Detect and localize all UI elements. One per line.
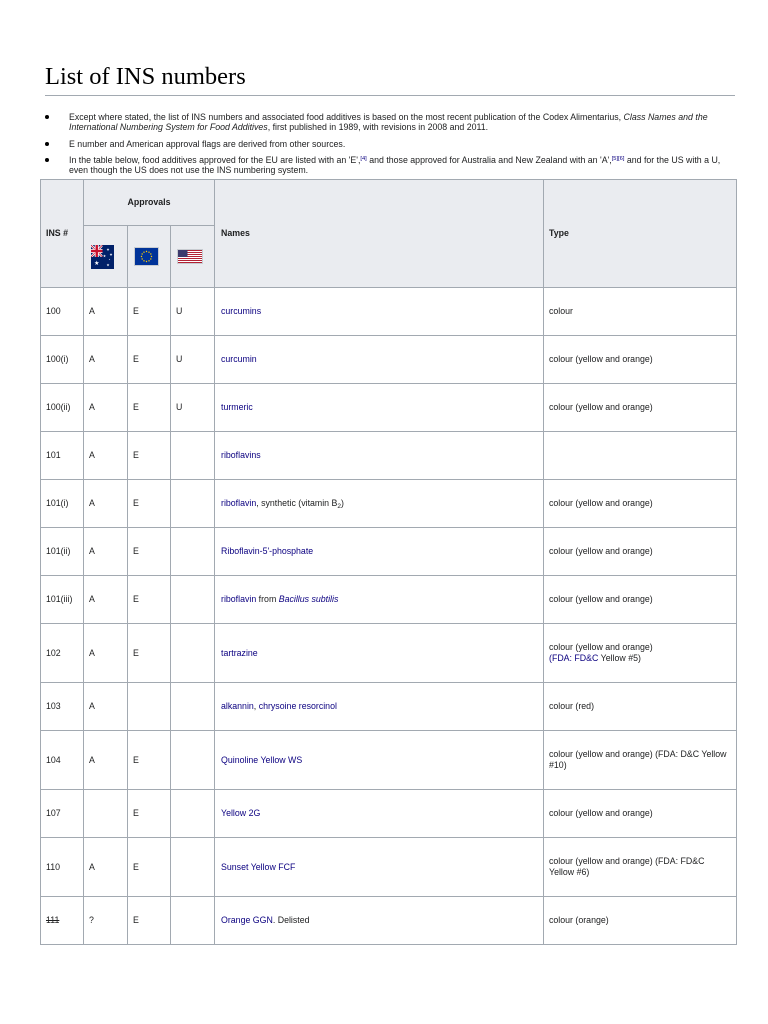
eu-flag-icon [135, 248, 158, 265]
table-row [41, 576, 737, 624]
name-link[interactable]: turmeric [221, 402, 253, 412]
approval-australia-cell: A [84, 838, 128, 897]
table-row [41, 838, 737, 897]
bullet-icon [45, 158, 49, 162]
table-row [41, 624, 737, 683]
note-item [45, 139, 731, 149]
bullet-icon [45, 115, 49, 119]
approval-us-cell [171, 576, 215, 624]
note-text: Class Names and the International Numbering System for Food Additives [69, 112, 708, 132]
name-link[interactable]: curcumins [221, 306, 262, 316]
approval-eu-cell: E [128, 432, 171, 480]
name-link[interactable]: tartrazine [221, 647, 258, 658]
approval-eu-cell: E [128, 528, 171, 576]
type-cell [544, 731, 737, 790]
names-cell [215, 838, 544, 897]
name-link[interactable]: riboflavin [221, 594, 257, 604]
ins-number-cell: 100(i) [41, 336, 84, 384]
names-cell [215, 336, 544, 384]
type-text: colour [549, 306, 573, 316]
name-text: ) [341, 498, 344, 508]
note-text: Except where stated, the list of INS numbers and associated food additives is based on the most recent publication of the Codex Alimentarius, [69, 112, 624, 122]
approval-eu-cell [128, 683, 171, 731]
name-link[interactable]: Sunset Yellow FCF [221, 861, 296, 872]
approval-us-cell [171, 432, 215, 480]
names-cell [215, 731, 544, 790]
table-header [41, 180, 737, 288]
table-row [41, 683, 737, 731]
type-cell [544, 480, 737, 528]
ins-number-cell: 101 [41, 432, 84, 480]
note-text: and for the US with a U, even though the US does not use the INS numbering system. [69, 155, 721, 175]
approval-us-cell: U [171, 384, 215, 432]
australia-flag-icon [91, 245, 114, 269]
approval-us-cell [171, 731, 215, 790]
name-link[interactable]: curcumin [221, 354, 257, 364]
table-row [41, 480, 737, 528]
type-cell [544, 790, 737, 838]
col-header-approvals: Approvals [84, 180, 215, 226]
ins-number-cell: 110 [41, 838, 84, 897]
ins-number-cell: 100(ii) [41, 384, 84, 432]
type-cell [544, 384, 737, 432]
type-text: colour (orange) [549, 915, 609, 925]
ins-number-cell: 107 [41, 790, 84, 838]
approval-us-cell: U [171, 288, 215, 336]
header-row [41, 180, 737, 226]
approval-eu-cell: E [128, 576, 171, 624]
type-cell [544, 288, 737, 336]
names-cell [215, 683, 544, 731]
approval-eu-cell: E [128, 731, 171, 790]
citation-link[interactable]: [4] [360, 155, 367, 162]
names-cell [215, 384, 544, 432]
table-row [41, 897, 737, 945]
approval-australia-cell: A [84, 576, 128, 624]
citation-link[interactable]: [5] [611, 155, 619, 162]
citation-link[interactable]: [6] [618, 155, 625, 162]
type-text: colour (yellow and orange) [549, 594, 653, 604]
note-text: In the table below, food additives approved for the EU are listed with an 'E', [69, 155, 361, 165]
name-link[interactable]: Yellow 2G [221, 808, 261, 818]
approval-australia-cell: A [84, 288, 128, 336]
table-row [41, 528, 737, 576]
approval-australia-cell [84, 790, 128, 838]
names-cell [215, 288, 544, 336]
col-header-names: Names [215, 180, 544, 288]
approval-us-cell [171, 790, 215, 838]
names-cell [215, 480, 544, 528]
approval-us-cell [171, 838, 215, 897]
approval-australia-cell: A [84, 731, 128, 790]
approval-us-cell: U [171, 336, 215, 384]
table-row [41, 384, 737, 432]
approval-eu-cell: E [128, 336, 171, 384]
type-text: colour (yellow and orange) [549, 498, 653, 508]
us-flag-icon [178, 250, 202, 263]
approval-australia-cell: A [84, 384, 128, 432]
type-text: colour (red) [549, 701, 594, 711]
flag-cell-australia [84, 226, 128, 288]
ins-number-cell: 103 [41, 683, 84, 731]
note-item [45, 155, 731, 175]
type-text: colour (yellow and orange) [549, 354, 653, 364]
names-cell [215, 624, 544, 683]
table-row [41, 731, 737, 790]
ins-number-cell: 100 [41, 288, 84, 336]
approval-eu-cell: E [128, 384, 171, 432]
name-link[interactable]: chrysoine resorcinol [258, 701, 337, 711]
name-link[interactable]: riboflavin [221, 498, 257, 508]
type-text: colour (yellow and orange) (FDA: D&C Yellow #10) [549, 749, 727, 770]
table-row [41, 336, 737, 384]
approval-eu-cell: E [128, 838, 171, 897]
names-cell [215, 432, 544, 480]
type-cell [544, 897, 737, 945]
type-cell [544, 336, 737, 384]
name-link[interactable]: Quinoline Yellow WS [221, 754, 303, 765]
type-cell [544, 432, 737, 480]
approval-us-cell [171, 624, 215, 683]
table-row [41, 790, 737, 838]
name-link[interactable]: riboflavins [221, 450, 261, 460]
ins-number-cell: 104 [41, 731, 84, 790]
ins-number-cell: 102 [41, 624, 84, 683]
ins-table [40, 179, 737, 945]
name-link[interactable]: Riboflavin-5'-phosphate [221, 546, 314, 556]
name-link[interactable]: Orange GGN [221, 915, 273, 925]
approval-us-cell [171, 480, 215, 528]
name-link[interactable]: alkannin [221, 701, 254, 711]
approval-us-cell [171, 683, 215, 731]
type-cell [544, 838, 737, 897]
bullet-icon [45, 142, 49, 146]
approval-australia-cell: A [84, 480, 128, 528]
approval-eu-cell: E [128, 790, 171, 838]
name-text: . Delisted [272, 915, 310, 925]
approval-australia-cell: A [84, 432, 128, 480]
approval-australia-cell: ? [84, 897, 128, 945]
col-header-ins: INS # [41, 180, 84, 288]
flag-cell-eu [128, 226, 171, 288]
approval-us-cell [171, 897, 215, 945]
type-cell [544, 528, 737, 576]
type-link[interactable]: (FDA: FD&C [549, 653, 599, 663]
note-text: and those approved for Australia and New Zealand with an 'A', [366, 155, 612, 165]
type-text: colour (yellow and orange) [549, 402, 653, 412]
approval-australia-cell: A [84, 336, 128, 384]
names-cell [215, 897, 544, 945]
type-text: colour (yellow and orange) (FDA: FD&C Yellow #6) [549, 856, 705, 877]
names-cell [215, 576, 544, 624]
approval-eu-cell: E [128, 288, 171, 336]
note-text: , first published in 1989, with revisions in 2008 and 2011. [267, 122, 489, 132]
title-divider [45, 95, 735, 96]
approval-eu-cell: E [128, 480, 171, 528]
name-text: , [253, 701, 259, 711]
type-cell [544, 683, 737, 731]
approval-us-cell [171, 528, 215, 576]
table-row [41, 288, 737, 336]
name-link[interactable]: Bacillus subtilis [278, 594, 339, 604]
ins-number-cell: 101(iii) [41, 576, 84, 624]
type-text: Yellow #5) [598, 653, 641, 663]
note-text: E number and American approval flags are derived from other sources. [69, 138, 346, 149]
note-item [45, 112, 731, 132]
approval-eu-cell: E [128, 624, 171, 683]
ins-number-cell: 101(ii) [41, 528, 84, 576]
table-row [41, 432, 737, 480]
type-cell [544, 624, 737, 683]
ins-number-cell: 101(i) [41, 480, 84, 528]
approval-australia-cell: A [84, 528, 128, 576]
type-text: colour (yellow and orange) [549, 642, 653, 652]
names-cell [215, 790, 544, 838]
approval-australia-cell: A [84, 624, 128, 683]
type-cell [544, 576, 737, 624]
type-text: colour (yellow and orange) [549, 808, 653, 818]
name-text: 2 [337, 503, 342, 510]
approval-australia-cell: A [84, 683, 128, 731]
ins-number-cell: 111 [41, 897, 84, 945]
type-text: colour (yellow and orange) [549, 546, 653, 556]
flag-cell-us [171, 226, 215, 288]
table-body [41, 288, 737, 945]
approval-eu-cell: E [128, 897, 171, 945]
name-text: from [256, 594, 279, 604]
name-text: , synthetic (vitamin B [256, 498, 338, 508]
col-header-type: Type [544, 180, 737, 288]
names-cell [215, 528, 544, 576]
page-title: List of INS numbers [45, 63, 246, 90]
notes-list [45, 112, 731, 182]
